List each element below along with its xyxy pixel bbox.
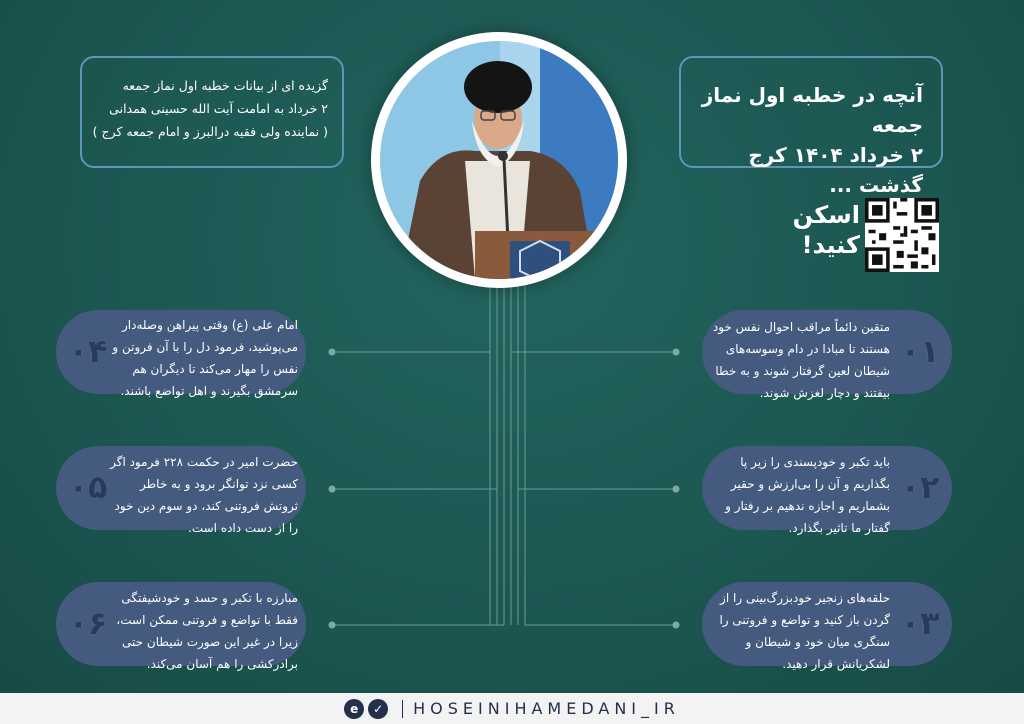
source-card	[80, 56, 344, 168]
point-05	[56, 446, 306, 535]
point-02	[702, 446, 952, 535]
title-card	[679, 56, 943, 197]
speaker-photo-image	[380, 41, 618, 279]
scan-line-1: اسکن	[792, 201, 860, 229]
point-04-number: ۰۴	[68, 332, 108, 370]
point-01	[702, 310, 952, 400]
bale-icon[interactable]: ✓	[368, 699, 388, 719]
eitaa-icon[interactable]: e	[344, 699, 364, 719]
point-05-number: ۰۵	[68, 468, 108, 506]
scan-label	[770, 200, 860, 260]
point-03-number: ۰۳	[900, 604, 940, 642]
point-04-text: امام علی (ع) وقتی پیراهن وصله‌دار می‌پوشید، فرمود دل را با آن فروتن و نفس را مهار می‌کند تا دیگران هم سرمشق بگیرند و اهل تواضع باشند.	[112, 318, 298, 398]
point-06-number: ۰۶	[68, 604, 108, 642]
point-03-text: حلقه‌های زنجیر خودبزرگ‌بینی را از گردن باز کنید و تواضع و فروتنی را سنگری میان خود و شیطان و لشکریانش قرار دهید.	[719, 591, 890, 671]
title-line-1: آنچه در خطبه اول نماز جمعه	[701, 83, 923, 137]
point-06	[56, 582, 306, 671]
point-02-number: ۰۲	[900, 468, 940, 506]
scan-block	[770, 198, 945, 273]
point-05-text: حضرت امیر در حکمت ۲۲۸ فرمود اگر کسی نزد توانگر برود و به خاطر ثروتش فروتنی کند، دو سوم دین خود را از دست داده است.	[110, 455, 298, 535]
scan-line-2: کنید!	[801, 231, 860, 259]
title-line-2: ۲ خرداد ۱۴۰۴ کرج گذشت ...	[748, 143, 923, 197]
point-01-number: ۰۱	[900, 332, 940, 370]
point-02-text: باید تکبر و خودپسندی را زیر پا بگذاریم و آن را بی‌ارزش و حقیر بشماریم و اجازه ندهیم بر رفتار و گفتار ما تاثیر بگذارد.	[725, 455, 890, 535]
qr-code[interactable]	[865, 198, 939, 272]
point-06-text: مبارزه با تکبر و حسد و خودشیفتگی فقط با تواضع و فروتنی ممکن است، زیرا در غیر این صورت شیطان حتی برادرکشی را هم آسان می‌کند.	[116, 591, 298, 671]
site-handle[interactable]: HOSEINIHAMEDANI_IR	[413, 699, 680, 718]
point-01-text: متقین دائماً مراقب احوال نفس خود هستند تا مبادا در دام وسوسه‌های شیطان لعین گرفتار شوند و به خطا بیفتند و دچار لغزش شوند.	[712, 320, 890, 400]
speaker-portrait	[371, 32, 627, 288]
source-line-2: ۲ خرداد به امامت آیت الله حسینی همدانی	[109, 101, 328, 116]
footer-bar	[0, 693, 1024, 724]
source-line-3: ( نماینده ولی فقیه درالبرز و امام جمعه کرج )	[92, 124, 328, 139]
footer-divider	[402, 700, 403, 718]
qr-code-icon	[865, 198, 939, 272]
point-04	[56, 310, 306, 398]
source-line-1: گزیده ای از بیانات خطبه اول نماز جمعه	[122, 78, 328, 93]
point-03	[702, 582, 952, 671]
